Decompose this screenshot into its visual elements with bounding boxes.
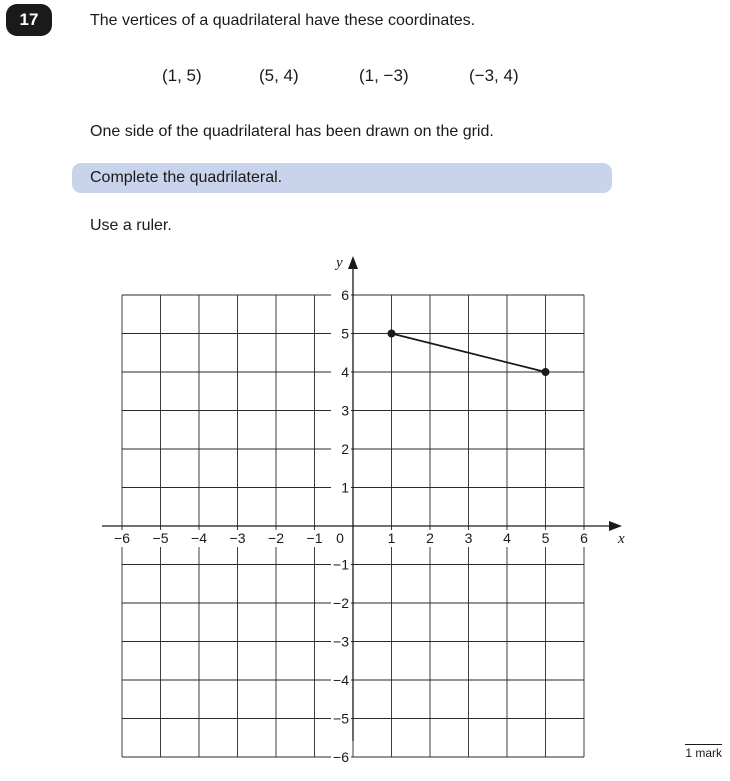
y-tick-label: 4 (341, 364, 349, 380)
y-tick-label: −1 (333, 556, 349, 573)
y-tick (331, 403, 351, 419)
x-tick-label: −6 (114, 530, 130, 546)
x-tick-label: 2 (426, 530, 434, 546)
y-tick (331, 557, 351, 573)
x-tick (188, 530, 210, 547)
y-tick-label: −3 (333, 633, 349, 650)
question-number: 17 (6, 4, 52, 36)
origin (331, 530, 349, 547)
x-tick-label: 1 (387, 530, 396, 546)
x-tick (111, 530, 133, 547)
y-axis-label: y (336, 255, 343, 271)
mark-allocation: 1 mark (685, 746, 722, 760)
x-tick (419, 530, 441, 547)
x-tick (381, 530, 403, 547)
x-tick (458, 530, 480, 547)
y-tick (331, 749, 351, 765)
x-tick (227, 530, 249, 547)
instruction-text: Use a ruler. (90, 217, 172, 234)
x-tick-label: 5 (541, 530, 550, 546)
x-tick-label: −2 (268, 530, 284, 546)
vertex-point (388, 330, 396, 338)
x-tick-label: −5 (152, 530, 169, 546)
y-tick (331, 326, 351, 342)
x-tick-label: −4 (191, 530, 207, 546)
y-tick-label: −4 (333, 672, 349, 688)
question-note: One side of the quadrilateral has been drawn on the grid. (90, 123, 494, 140)
y-tick (331, 634, 351, 650)
x-tick-label: 3 (464, 530, 473, 546)
x-tick (304, 530, 326, 547)
y-tick (331, 711, 351, 727)
x-tick (150, 530, 172, 547)
task-text: Complete the quadrilateral. (90, 169, 283, 186)
y-tick-label: 1 (341, 479, 349, 496)
y-tick-label: −6 (333, 749, 349, 765)
y-tick-label: 5 (341, 325, 349, 342)
coordinate-1: (1, 5) (162, 66, 202, 85)
x-tick (496, 530, 518, 547)
y-tick-label: −5 (333, 710, 349, 727)
question-intro: The vertices of a quadrilateral have these coordinates. (90, 12, 476, 29)
x-tick-label: 4 (503, 530, 511, 546)
y-tick-label: 2 (341, 441, 349, 457)
coordinate-2: (5, 4) (259, 66, 299, 85)
y-tick (331, 287, 351, 303)
y-tick (331, 441, 351, 457)
x-tick (535, 530, 557, 547)
vertex-point (542, 368, 550, 376)
y-tick (331, 595, 351, 611)
y-tick (331, 480, 351, 496)
coordinate-3: (1, −3) (359, 66, 409, 85)
x-tick (573, 530, 595, 547)
x-tick-label: 6 (580, 530, 588, 546)
x-tick (265, 530, 287, 547)
y-tick-label: 6 (341, 287, 349, 303)
x-axis-label: x (618, 531, 625, 547)
x-tick-label: −1 (306, 530, 323, 546)
y-axis-arrow (348, 256, 358, 269)
origin-label: 0 (336, 530, 344, 546)
x-axis-arrow (609, 521, 622, 531)
y-tick-label: −2 (333, 595, 349, 611)
x-tick-label: −3 (229, 530, 246, 546)
y-tick (331, 364, 351, 380)
y-tick (331, 672, 351, 688)
y-tick-label: 3 (341, 402, 349, 419)
coordinate-4: (−3, 4) (469, 66, 519, 85)
